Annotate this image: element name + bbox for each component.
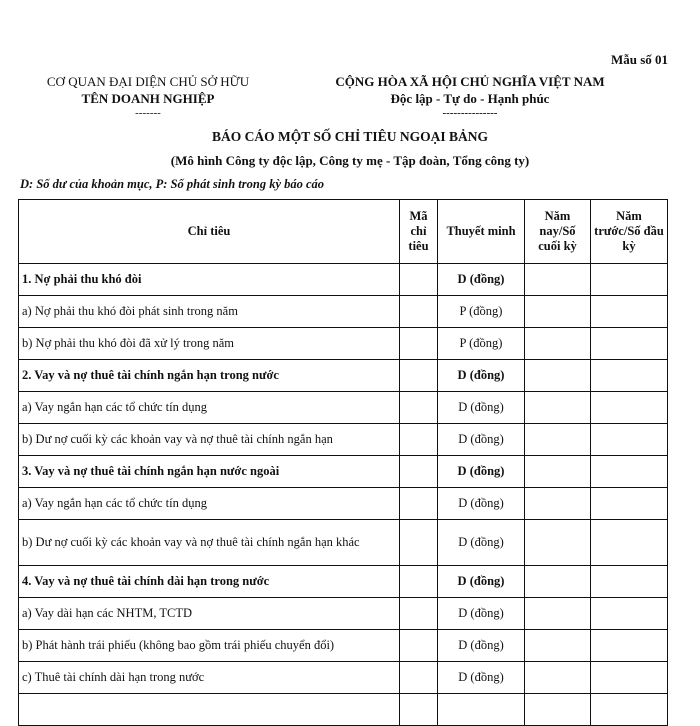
indicator-name: c) Thuê tài chính dài hạn trong nước	[19, 662, 400, 694]
legend-note: D: Số dư của khoản mục, P: Số phát sinh trong kỳ báo cáo	[20, 177, 325, 191]
agency-header	[28, 73, 268, 119]
last-year-cell	[591, 264, 668, 296]
table-row	[19, 662, 668, 694]
this-year-cell	[525, 456, 591, 488]
unit-cell: D (đồng)	[438, 566, 525, 598]
agency-rule: -------	[135, 107, 161, 119]
table-row	[19, 328, 668, 360]
this-year-cell	[525, 520, 591, 566]
code-cell	[400, 488, 438, 520]
this-year-cell	[525, 598, 591, 630]
header-this-year: Năm nay/Số cuối kỳ	[525, 200, 591, 264]
this-year-cell	[525, 360, 591, 392]
indicator-name: b) Dư nợ cuối kỳ các khoản vay và nợ thuê tài chính ngắn hạn khác	[19, 520, 400, 566]
header-explanation: Thuyết minh	[438, 200, 525, 264]
this-year-cell	[525, 264, 591, 296]
this-year-cell	[525, 630, 591, 662]
last-year-cell	[591, 520, 668, 566]
code-cell	[400, 694, 438, 726]
header-last-year: Năm trước/Số đầu kỳ	[591, 200, 668, 264]
this-year-cell	[525, 488, 591, 520]
last-year-cell	[591, 424, 668, 456]
code-cell	[400, 264, 438, 296]
table-row	[19, 392, 668, 424]
last-year-cell	[591, 296, 668, 328]
indicator-name	[19, 694, 400, 726]
table-row	[19, 424, 668, 456]
last-year-cell	[591, 360, 668, 392]
national-title: CỘNG HÒA XÃ HỘI CHỦ NGHĨA VIỆT NAM	[335, 74, 605, 89]
indicator-name: b) Dư nợ cuối kỳ các khoản vay và nợ thuê tài chính ngắn hạn	[19, 424, 400, 456]
code-cell	[400, 424, 438, 456]
report-title: BÁO CÁO MỘT SỐ CHỈ TIÊU NGOẠI BẢNG	[212, 129, 488, 144]
indicator-name: 4. Vay và nợ thuê tài chính dài hạn trong nước	[19, 566, 400, 598]
unit-cell: D (đồng)	[438, 424, 525, 456]
unit-cell: D (đồng)	[438, 392, 525, 424]
indicator-table	[18, 199, 668, 726]
last-year-cell	[591, 598, 668, 630]
code-cell	[400, 598, 438, 630]
national-header	[300, 73, 640, 119]
unit-cell	[438, 694, 525, 726]
unit-cell: P (đồng)	[438, 328, 525, 360]
code-cell	[400, 566, 438, 598]
this-year-cell	[525, 424, 591, 456]
unit-cell: D (đồng)	[438, 520, 525, 566]
code-cell	[400, 360, 438, 392]
table-row	[19, 566, 668, 598]
indicator-name: b) Nợ phải thu khó đòi đã xử lý trong năm	[19, 328, 400, 360]
this-year-cell	[525, 662, 591, 694]
agency-name: CƠ QUAN ĐẠI DIỆN CHỦ SỞ HỮU	[46, 74, 250, 89]
header-code: Mã chỉ tiêu	[400, 200, 438, 264]
table-row	[19, 264, 668, 296]
unit-cell: D (đồng)	[438, 662, 525, 694]
table-row	[19, 360, 668, 392]
code-cell	[400, 392, 438, 424]
last-year-cell	[591, 488, 668, 520]
last-year-cell	[591, 694, 668, 726]
last-year-cell	[591, 392, 668, 424]
unit-cell: D (đồng)	[438, 456, 525, 488]
table-row	[19, 456, 668, 488]
national-motto: Độc lập - Tự do - Hạnh phúc	[390, 91, 550, 106]
unit-cell: D (đồng)	[438, 360, 525, 392]
code-cell	[400, 662, 438, 694]
unit-cell: D (đồng)	[438, 264, 525, 296]
last-year-cell	[591, 328, 668, 360]
indicator-name: a) Vay ngắn hạn các tổ chức tín dụng	[19, 392, 400, 424]
indicator-name: a) Vay ngắn hạn các tổ chức tín dụng	[19, 488, 400, 520]
indicator-name: b) Phát hành trái phiếu (không bao gồm trái phiếu chuyển đổi)	[19, 630, 400, 662]
company-name: TÊN DOANH NGHIỆP	[81, 91, 215, 106]
indicator-name: 3. Vay và nợ thuê tài chính ngắn hạn nước ngoài	[19, 456, 400, 488]
this-year-cell	[525, 296, 591, 328]
report-subtitle: (Mô hình Công ty độc lập, Công ty mẹ - Tập đoàn, Tổng công ty)	[170, 153, 530, 168]
header-indicator: Chỉ tiêu	[19, 200, 400, 264]
table-row	[19, 694, 668, 726]
code-cell	[400, 630, 438, 662]
indicator-name: 2. Vay và nợ thuê tài chính ngắn hạn trong nước	[19, 360, 400, 392]
code-cell	[400, 520, 438, 566]
table-row	[19, 520, 668, 566]
this-year-cell	[525, 694, 591, 726]
code-cell	[400, 328, 438, 360]
code-cell	[400, 456, 438, 488]
national-rule: ---------------	[442, 107, 498, 119]
table-row	[19, 488, 668, 520]
this-year-cell	[525, 328, 591, 360]
unit-cell: P (đồng)	[438, 296, 525, 328]
indicator-name: a) Vay dài hạn các NHTM, TCTD	[19, 598, 400, 630]
table-row	[19, 598, 668, 630]
last-year-cell	[591, 662, 668, 694]
last-year-cell	[591, 630, 668, 662]
indicator-name: a) Nợ phải thu khó đòi phát sinh trong năm	[19, 296, 400, 328]
table-row	[19, 630, 668, 662]
code-cell	[400, 296, 438, 328]
this-year-cell	[525, 392, 591, 424]
indicator-name: 1. Nợ phải thu khó đòi	[19, 264, 400, 296]
this-year-cell	[525, 566, 591, 598]
table-header-row	[19, 200, 668, 264]
unit-cell: D (đồng)	[438, 630, 525, 662]
last-year-cell	[591, 456, 668, 488]
last-year-cell	[591, 566, 668, 598]
unit-cell: D (đồng)	[438, 598, 525, 630]
table-row	[19, 296, 668, 328]
form-number: Mẫu số 01	[610, 52, 668, 67]
unit-cell: D (đồng)	[438, 488, 525, 520]
